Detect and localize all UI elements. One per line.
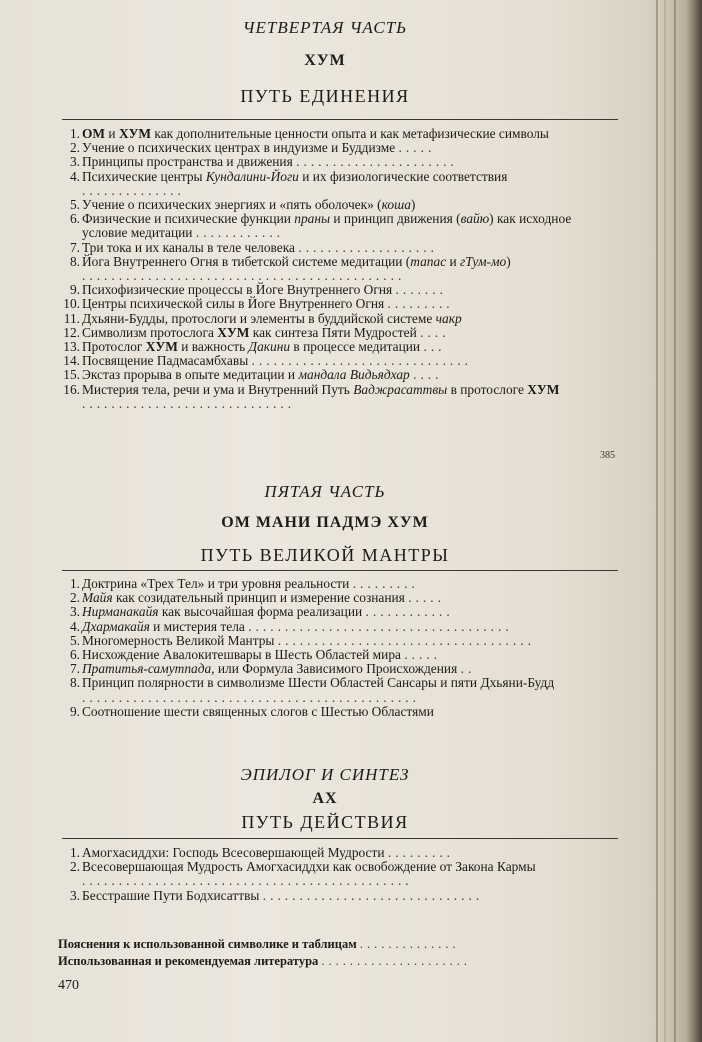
toc-entry[interactable]: 7. Пратитья-самутпада, или Формула Зависимого Происхождения .. (62, 662, 602, 676)
divider (62, 838, 618, 839)
toc-entry[interactable]: Пояснения к использованной символике и таблицам .............. (58, 936, 618, 953)
toc-entry[interactable]: 1. ОМ и ХУМ как дополнительные ценности опыта и как метафизические символы (69, 126, 549, 141)
toc-entry[interactable]: 9. Психофизические процессы в Йоге Внутреннего Огня ....... (62, 283, 602, 297)
toc-entry[interactable]: 2. Всесовершающая Мудрость Амогхасиддхи как освобождение от Закона Кармы ............................................. (62, 860, 602, 888)
part-five-path: ПУТЬ ВЕЛИКОЙ МАНТРЫ (200, 545, 450, 565)
toc-entry[interactable]: 7. Три тока и их каналы в теле человека ................... (62, 241, 602, 255)
toc-entry[interactable]: 11. Дхьяни-Будды, протослоги и элементы в буддийской системе чакр (62, 312, 602, 326)
part-four-path: ПУТЬ ЕДИНЕНИЯ (240, 86, 410, 106)
divider (62, 570, 618, 571)
toc-entry[interactable]: 2. Майя как созидательный принцип и измерение сознания ..... (62, 591, 602, 605)
toc-entry[interactable]: 8. Принцип полярности в символизме Шести Областей Сансары и пяти Дхьяни-Будд .............................................. (62, 676, 602, 704)
toc-entry[interactable]: 13. Протослог ХУМ и важность Дакини в процессе медитации ... (62, 340, 602, 354)
epilogue-path: ПУТЬ ДЕЙСТВИЯ (241, 812, 409, 832)
toc-entry[interactable]: 3. Принципы пространства и движения ...................... (62, 155, 602, 169)
divider (62, 119, 618, 120)
page-ref: 385 (600, 450, 615, 461)
toc-entry[interactable]: 8. Йога Внутреннего Огня в тибетской системе медитации (тапас и гТум-мо) ............................................ (62, 255, 602, 283)
part-five-toc (62, 577, 602, 719)
part-four-mantra: ХУМ (304, 52, 346, 69)
toc-entry[interactable]: 12. Символизм протослога ХУМ как синтеза Пяти Мудростей .... (62, 326, 602, 340)
toc-entry[interactable]: 15. Экстаз прорыва в опыте медитации и мандала Видьядхар .... (62, 368, 602, 382)
toc-entry[interactable]: 2. Учение о психических центрах в индуизме и Буддизме ..... (62, 141, 602, 155)
part-four-title: ЧЕТВЕРТАЯ ЧАСТЬ (242, 18, 408, 37)
toc-entry[interactable]: 3. Бесстрашие Пути Бодхисаттвы .............................. (62, 889, 602, 903)
page-number: 470 (58, 978, 79, 993)
toc-entry[interactable]: 6. Физические и психические функции праны и принцип движения (вайю) как исходное условие медитации ............ (62, 212, 602, 240)
toc-entry[interactable]: 6. Нисхождение Авалокитешвары в Шесть Областей мира ..... (62, 648, 602, 662)
toc-entry[interactable]: 5. Учение о психических энергиях и «пять оболочек» (коша) (62, 198, 602, 212)
toc-entry[interactable]: 14. Посвящение Падмасамбхавы .............................. (62, 354, 602, 368)
epilogue-title: ЭПИЛОГ И СИНТЕЗ (240, 765, 410, 784)
epilogue-toc (62, 846, 602, 903)
toc-entry[interactable]: 5. Многомерность Великой Мантры ................................... (62, 634, 602, 648)
page-edge (650, 0, 702, 1042)
toc-entry[interactable]: 16. Мистерия тела, речи и ума и Внутренний Путь Ваджрасаттвы в протослоге ХУМ ............................. (62, 383, 602, 411)
epilogue-mantra: АХ (312, 790, 338, 807)
toc-entry[interactable]: 9. Соотношение шести священных слогов с Шестью Областями (62, 705, 602, 719)
toc-entry[interactable]: Использованная и рекомендуемая литература ..................... (58, 953, 618, 970)
part-four-toc (62, 127, 602, 411)
toc-entry[interactable]: 1. Амогхасиддхи: Господь Всесовершающей Мудрости ......... (62, 846, 602, 860)
toc-entry[interactable]: 10. Центры психической силы в Йоге Внутреннего Огня ......... (62, 297, 602, 311)
toc-entry[interactable]: 1. Доктрина «Трех Тел» и три уровня реальности ......... (62, 577, 602, 591)
part-five-mantra: ОМ МАНИ ПАДМЭ ХУМ (221, 514, 429, 531)
appendix-list (58, 936, 618, 970)
toc-entry[interactable]: 4. Психические центры Кундалини-Йоги и их физиологические соответствия .............. (62, 170, 602, 198)
toc-entry[interactable]: 3. Нирманакайя как высочайшая форма реализации ............ (62, 605, 602, 619)
toc-entry[interactable]: 4. Дхармакайя и мистерия тела .................................... (62, 620, 602, 634)
part-five-title: ПЯТАЯ ЧАСТЬ (264, 482, 386, 501)
